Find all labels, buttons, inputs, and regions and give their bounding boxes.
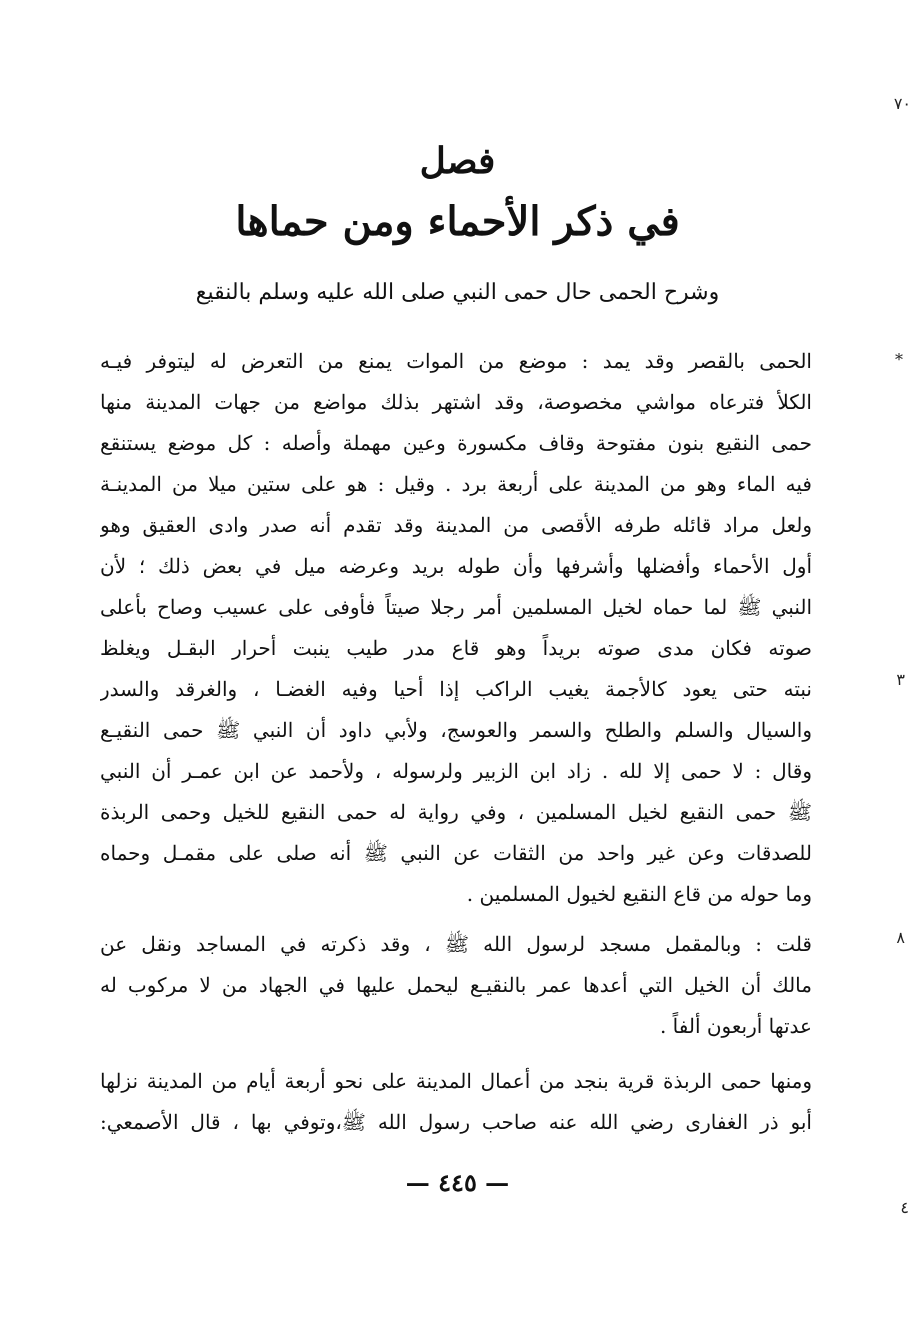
text-line: عدتها أربعون ألفاً . [659,1014,812,1038]
page-subtitle: وشرح الحمى حال حمى النبي صلى الله عليه وسلم بالنقيع [195,280,720,305]
margin-number-marker: ٤ [900,1198,909,1217]
text-line: أبو ذر الغفارى رضي الله عنه صاحب رسول الله ﷺ،وتوفي بها ، قال الأصمعي: [100,1110,812,1134]
text-line: حمى النقيع بنون مفتوحة وقاف مكسورة وعين مهملة وأصله : كل موضع يستنقع [100,431,812,455]
text-line: ولعل مراد قائله طرفه الأقصى من المدينة وقد تقدم أنه صدر وادى العقيق وهو [100,513,812,537]
text-line: والسيال والسلم والطلح والسمر والعوسج، ولأبي داود أن النبي ﷺ حمى النقيـع [100,718,812,742]
text-line: نبته حتى يعود كالأجمة يغيب الراكب إذا أحيا وفيه الغضـا ، والغرقد والسدر [100,677,812,701]
text-line: وقال : لا حمى إلا لله . زاد ابن الزبير ولرسوله ، ولأحمد عن ابن عمـر أن النبي [100,759,812,783]
page-title: في ذكر الأحماء ومن حماها [235,198,680,245]
page-number: — ٤٤٥ — [405,1168,510,1197]
text-line: للصدقات وعن غير واحد من الثقات عن النبي ﷺ أنه صلى على مقمـل وحماه [100,841,812,865]
text-line: مالك أن الخيل التي أعدها عمر بالنقيـع ليحمل عليها في الجهاد من لا مركوب له [100,973,812,997]
paragraph-rabadha [100,1061,812,1143]
text-line: وما حوله من قاع النقيع لخيول المسلمين . [466,882,812,906]
text-line: ومنها حمى الربذة قرية بنجد من أعمال المدينة على نحو أربعة أيام من المدينة نزلها [100,1069,812,1093]
margin-page-marker: ٧٠ [893,94,911,113]
text-line: ﷺ حمى النقيع لخيل المسلمين ، وفي رواية له حمى النقيع للخيل وحمى الربذة [100,800,812,824]
text-line: أول الأحماء وأفضلها وأشرفها وأن طوله بريد وعرضه ميل في بعض ذلك ؛ لأن [100,554,812,578]
paragraph-muqmal-note [100,924,812,1047]
margin-number-marker: ٨ [896,928,905,947]
margin-asterisk-marker: * [895,350,903,369]
paragraph-hima-definition [100,341,812,915]
text-line: الكلأ فترعاه مواشي مخصوصة، وقد اشتهر بذلك مواضع من جهات المدينة منها [100,390,812,414]
text-line: قلت : وبالمقمل مسجد لرسول الله ﷺ ، وقد ذكرته في المساجد ونقل عن [100,932,812,956]
text-line: صوته فكان مدى صوته بريداً وهو قاع مدر طيب ينبت أحرار البقـل ويغلظ [100,636,812,660]
text-line: فيه الماء وهو من المدينة على أربعة برد . وقيل : هو على ستين ميلا من المدينـة [100,472,812,496]
text-line: الحمى بالقصر وقد يمد : موضع من الموات يمنع من التعرض له ليتوفر فيـه [100,349,812,373]
text-line: النبي ﷺ لما حماه لخيل المسلمين أمر رجلا صيتاً فأوفى على عسيب وصاح بأعلى [100,595,812,619]
section-label: فصل [419,140,496,182]
margin-number-marker: ٣ [896,670,905,689]
